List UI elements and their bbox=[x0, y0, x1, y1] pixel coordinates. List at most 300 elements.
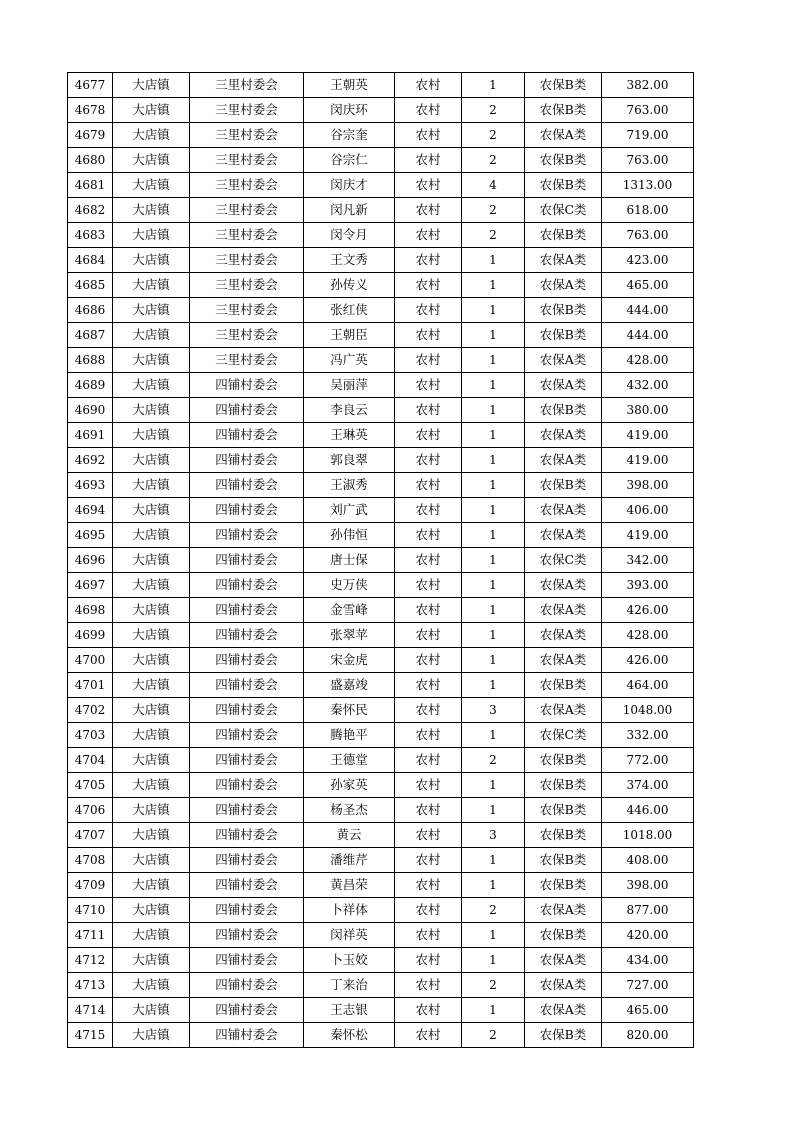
category-cell: 农保A类 bbox=[525, 623, 602, 648]
member-count-cell: 1 bbox=[462, 648, 525, 673]
town-cell: 大店镇 bbox=[113, 98, 190, 123]
town-cell: 大店镇 bbox=[113, 198, 190, 223]
town-cell: 大店镇 bbox=[113, 973, 190, 998]
village-committee-cell: 四铺村委会 bbox=[190, 498, 304, 523]
amount-cell: 428.00 bbox=[602, 348, 694, 373]
household-type-cell: 农村 bbox=[395, 898, 462, 923]
person-name-cell: 卜玉姣 bbox=[304, 948, 395, 973]
table-row bbox=[68, 348, 694, 373]
village-committee-cell: 四铺村委会 bbox=[190, 873, 304, 898]
table-row bbox=[68, 898, 694, 923]
town-cell: 大店镇 bbox=[113, 823, 190, 848]
household-type-cell: 农村 bbox=[395, 298, 462, 323]
category-cell: 农保B类 bbox=[525, 73, 602, 98]
household-type-cell: 农村 bbox=[395, 223, 462, 248]
village-committee-cell: 四铺村委会 bbox=[190, 673, 304, 698]
person-name-cell: 闵祥英 bbox=[304, 923, 395, 948]
household-type-cell: 农村 bbox=[395, 523, 462, 548]
town-cell: 大店镇 bbox=[113, 598, 190, 623]
table-row bbox=[68, 973, 694, 998]
table-row bbox=[68, 998, 694, 1023]
village-committee-cell: 四铺村委会 bbox=[190, 698, 304, 723]
person-name-cell: 史万侠 bbox=[304, 573, 395, 598]
member-count-cell: 2 bbox=[462, 748, 525, 773]
category-cell: 农保B类 bbox=[525, 798, 602, 823]
town-cell: 大店镇 bbox=[113, 148, 190, 173]
town-cell: 大店镇 bbox=[113, 373, 190, 398]
village-committee-cell: 三里村委会 bbox=[190, 98, 304, 123]
member-count-cell: 1 bbox=[462, 673, 525, 698]
table-row bbox=[68, 548, 694, 573]
table-row bbox=[68, 498, 694, 523]
household-type-cell: 农村 bbox=[395, 673, 462, 698]
category-cell: 农保A类 bbox=[525, 648, 602, 673]
amount-cell: 820.00 bbox=[602, 1023, 694, 1048]
category-cell: 农保C类 bbox=[525, 198, 602, 223]
village-committee-cell: 四铺村委会 bbox=[190, 973, 304, 998]
member-count-cell: 1 bbox=[462, 348, 525, 373]
household-type-cell: 农村 bbox=[395, 923, 462, 948]
row-number-cell: 4709 bbox=[68, 873, 113, 898]
row-number-cell: 4692 bbox=[68, 448, 113, 473]
person-name-cell: 王文秀 bbox=[304, 248, 395, 273]
village-committee-cell: 四铺村委会 bbox=[190, 773, 304, 798]
household-type-cell: 农村 bbox=[395, 748, 462, 773]
row-number-cell: 4715 bbox=[68, 1023, 113, 1048]
person-name-cell: 王朝臣 bbox=[304, 323, 395, 348]
row-number-cell: 4708 bbox=[68, 848, 113, 873]
household-type-cell: 农村 bbox=[395, 273, 462, 298]
member-count-cell: 1 bbox=[462, 448, 525, 473]
town-cell: 大店镇 bbox=[113, 748, 190, 773]
table-row bbox=[68, 173, 694, 198]
town-cell: 大店镇 bbox=[113, 623, 190, 648]
town-cell: 大店镇 bbox=[113, 73, 190, 98]
town-cell: 大店镇 bbox=[113, 173, 190, 198]
household-type-cell: 农村 bbox=[395, 148, 462, 173]
table-row bbox=[68, 98, 694, 123]
category-cell: 农保B类 bbox=[525, 673, 602, 698]
table-row bbox=[68, 723, 694, 748]
village-committee-cell: 三里村委会 bbox=[190, 298, 304, 323]
town-cell: 大店镇 bbox=[113, 948, 190, 973]
person-name-cell: 王志银 bbox=[304, 998, 395, 1023]
town-cell: 大店镇 bbox=[113, 523, 190, 548]
category-cell: 农保A类 bbox=[525, 998, 602, 1023]
person-name-cell: 宋金虎 bbox=[304, 648, 395, 673]
table-body bbox=[68, 73, 694, 1048]
member-count-cell: 1 bbox=[462, 323, 525, 348]
town-cell: 大店镇 bbox=[113, 798, 190, 823]
row-number-cell: 4696 bbox=[68, 548, 113, 573]
amount-cell: 444.00 bbox=[602, 298, 694, 323]
person-name-cell: 谷宗奎 bbox=[304, 123, 395, 148]
member-count-cell: 1 bbox=[462, 573, 525, 598]
row-number-cell: 4700 bbox=[68, 648, 113, 673]
household-type-cell: 农村 bbox=[395, 873, 462, 898]
row-number-cell: 4684 bbox=[68, 248, 113, 273]
village-committee-cell: 三里村委会 bbox=[190, 73, 304, 98]
member-count-cell: 1 bbox=[462, 423, 525, 448]
person-name-cell: 郭良翠 bbox=[304, 448, 395, 473]
row-number-cell: 4686 bbox=[68, 298, 113, 323]
person-name-cell: 闵庆环 bbox=[304, 98, 395, 123]
category-cell: 农保B类 bbox=[525, 223, 602, 248]
row-number-cell: 4693 bbox=[68, 473, 113, 498]
household-type-cell: 农村 bbox=[395, 123, 462, 148]
member-count-cell: 1 bbox=[462, 73, 525, 98]
table-row bbox=[68, 798, 694, 823]
member-count-cell: 1 bbox=[462, 773, 525, 798]
category-cell: 农保A类 bbox=[525, 123, 602, 148]
village-committee-cell: 四铺村委会 bbox=[190, 823, 304, 848]
amount-cell: 398.00 bbox=[602, 473, 694, 498]
town-cell: 大店镇 bbox=[113, 323, 190, 348]
category-cell: 农保B类 bbox=[525, 823, 602, 848]
amount-cell: 465.00 bbox=[602, 998, 694, 1023]
person-name-cell: 谷宗仁 bbox=[304, 148, 395, 173]
household-type-cell: 农村 bbox=[395, 323, 462, 348]
row-number-cell: 4694 bbox=[68, 498, 113, 523]
person-name-cell: 丁来治 bbox=[304, 973, 395, 998]
village-committee-cell: 三里村委会 bbox=[190, 198, 304, 223]
village-committee-cell: 三里村委会 bbox=[190, 173, 304, 198]
village-committee-cell: 四铺村委会 bbox=[190, 1023, 304, 1048]
household-type-cell: 农村 bbox=[395, 423, 462, 448]
person-name-cell: 刘广武 bbox=[304, 498, 395, 523]
category-cell: 农保A类 bbox=[525, 973, 602, 998]
amount-cell: 432.00 bbox=[602, 373, 694, 398]
village-committee-cell: 三里村委会 bbox=[190, 273, 304, 298]
table-row bbox=[68, 523, 694, 548]
amount-cell: 763.00 bbox=[602, 148, 694, 173]
village-committee-cell: 四铺村委会 bbox=[190, 998, 304, 1023]
town-cell: 大店镇 bbox=[113, 298, 190, 323]
town-cell: 大店镇 bbox=[113, 873, 190, 898]
table-row bbox=[68, 648, 694, 673]
table-row bbox=[68, 423, 694, 448]
household-type-cell: 农村 bbox=[395, 98, 462, 123]
table-row bbox=[68, 598, 694, 623]
amount-cell: 380.00 bbox=[602, 398, 694, 423]
amount-cell: 423.00 bbox=[602, 248, 694, 273]
household-type-cell: 农村 bbox=[395, 973, 462, 998]
village-committee-cell: 四铺村委会 bbox=[190, 373, 304, 398]
person-name-cell: 盛嘉竣 bbox=[304, 673, 395, 698]
household-type-cell: 农村 bbox=[395, 73, 462, 98]
member-count-cell: 1 bbox=[462, 798, 525, 823]
amount-cell: 719.00 bbox=[602, 123, 694, 148]
town-cell: 大店镇 bbox=[113, 848, 190, 873]
category-cell: 农保B类 bbox=[525, 298, 602, 323]
person-name-cell: 闵令月 bbox=[304, 223, 395, 248]
table-row bbox=[68, 448, 694, 473]
table-row bbox=[68, 473, 694, 498]
member-count-cell: 3 bbox=[462, 698, 525, 723]
category-cell: 农保C类 bbox=[525, 723, 602, 748]
table-row bbox=[68, 73, 694, 98]
amount-cell: 763.00 bbox=[602, 223, 694, 248]
member-count-cell: 1 bbox=[462, 548, 525, 573]
amount-cell: 382.00 bbox=[602, 73, 694, 98]
household-type-cell: 农村 bbox=[395, 573, 462, 598]
amount-cell: 428.00 bbox=[602, 623, 694, 648]
household-type-cell: 农村 bbox=[395, 1023, 462, 1048]
amount-cell: 464.00 bbox=[602, 673, 694, 698]
person-name-cell: 闵凡新 bbox=[304, 198, 395, 223]
town-cell: 大店镇 bbox=[113, 573, 190, 598]
member-count-cell: 1 bbox=[462, 948, 525, 973]
town-cell: 大店镇 bbox=[113, 723, 190, 748]
village-committee-cell: 四铺村委会 bbox=[190, 398, 304, 423]
household-type-cell: 农村 bbox=[395, 723, 462, 748]
table-row bbox=[68, 623, 694, 648]
town-cell: 大店镇 bbox=[113, 473, 190, 498]
village-committee-cell: 三里村委会 bbox=[190, 223, 304, 248]
row-number-cell: 4680 bbox=[68, 148, 113, 173]
town-cell: 大店镇 bbox=[113, 548, 190, 573]
town-cell: 大店镇 bbox=[113, 498, 190, 523]
town-cell: 大店镇 bbox=[113, 273, 190, 298]
category-cell: 农保A类 bbox=[525, 598, 602, 623]
household-type-cell: 农村 bbox=[395, 623, 462, 648]
table-row bbox=[68, 323, 694, 348]
person-name-cell: 吴丽萍 bbox=[304, 373, 395, 398]
amount-cell: 408.00 bbox=[602, 848, 694, 873]
town-cell: 大店镇 bbox=[113, 773, 190, 798]
table-row bbox=[68, 248, 694, 273]
table-row bbox=[68, 748, 694, 773]
household-type-cell: 农村 bbox=[395, 173, 462, 198]
amount-cell: 419.00 bbox=[602, 523, 694, 548]
person-name-cell: 冯广英 bbox=[304, 348, 395, 373]
household-type-cell: 农村 bbox=[395, 548, 462, 573]
category-cell: 农保B类 bbox=[525, 748, 602, 773]
household-type-cell: 农村 bbox=[395, 498, 462, 523]
village-committee-cell: 三里村委会 bbox=[190, 348, 304, 373]
person-name-cell: 孙家英 bbox=[304, 773, 395, 798]
amount-cell: 374.00 bbox=[602, 773, 694, 798]
row-number-cell: 4701 bbox=[68, 673, 113, 698]
member-count-cell: 1 bbox=[462, 998, 525, 1023]
member-count-cell: 2 bbox=[462, 148, 525, 173]
village-committee-cell: 四铺村委会 bbox=[190, 548, 304, 573]
row-number-cell: 4702 bbox=[68, 698, 113, 723]
person-name-cell: 潘维芹 bbox=[304, 848, 395, 873]
town-cell: 大店镇 bbox=[113, 123, 190, 148]
table-row bbox=[68, 148, 694, 173]
village-committee-cell: 三里村委会 bbox=[190, 148, 304, 173]
row-number-cell: 4682 bbox=[68, 198, 113, 223]
town-cell: 大店镇 bbox=[113, 223, 190, 248]
amount-cell: 426.00 bbox=[602, 648, 694, 673]
category-cell: 农保B类 bbox=[525, 473, 602, 498]
member-count-cell: 3 bbox=[462, 823, 525, 848]
amount-cell: 1018.00 bbox=[602, 823, 694, 848]
amount-cell: 393.00 bbox=[602, 573, 694, 598]
category-cell: 农保A类 bbox=[525, 423, 602, 448]
member-count-cell: 2 bbox=[462, 198, 525, 223]
row-number-cell: 4689 bbox=[68, 373, 113, 398]
town-cell: 大店镇 bbox=[113, 1023, 190, 1048]
town-cell: 大店镇 bbox=[113, 923, 190, 948]
category-cell: 农保A类 bbox=[525, 948, 602, 973]
member-count-cell: 2 bbox=[462, 223, 525, 248]
amount-cell: 772.00 bbox=[602, 748, 694, 773]
category-cell: 农保A类 bbox=[525, 698, 602, 723]
row-number-cell: 4704 bbox=[68, 748, 113, 773]
member-count-cell: 2 bbox=[462, 973, 525, 998]
person-name-cell: 王朝英 bbox=[304, 73, 395, 98]
member-count-cell: 1 bbox=[462, 523, 525, 548]
member-count-cell: 1 bbox=[462, 273, 525, 298]
table-row bbox=[68, 848, 694, 873]
category-cell: 农保B类 bbox=[525, 848, 602, 873]
table-row bbox=[68, 1023, 694, 1048]
member-count-cell: 1 bbox=[462, 623, 525, 648]
table-row bbox=[68, 298, 694, 323]
village-committee-cell: 三里村委会 bbox=[190, 123, 304, 148]
member-count-cell: 1 bbox=[462, 848, 525, 873]
household-type-cell: 农村 bbox=[395, 198, 462, 223]
person-name-cell: 张翠苹 bbox=[304, 623, 395, 648]
amount-cell: 419.00 bbox=[602, 448, 694, 473]
person-name-cell: 唐士保 bbox=[304, 548, 395, 573]
table-row bbox=[68, 673, 694, 698]
amount-cell: 763.00 bbox=[602, 98, 694, 123]
row-number-cell: 4683 bbox=[68, 223, 113, 248]
village-committee-cell: 四铺村委会 bbox=[190, 923, 304, 948]
village-committee-cell: 四铺村委会 bbox=[190, 898, 304, 923]
amount-cell: 420.00 bbox=[602, 923, 694, 948]
village-committee-cell: 四铺村委会 bbox=[190, 573, 304, 598]
amount-cell: 446.00 bbox=[602, 798, 694, 823]
member-count-cell: 1 bbox=[462, 873, 525, 898]
person-name-cell: 张红侠 bbox=[304, 298, 395, 323]
category-cell: 农保A类 bbox=[525, 523, 602, 548]
member-count-cell: 1 bbox=[462, 498, 525, 523]
amount-cell: 434.00 bbox=[602, 948, 694, 973]
table-row bbox=[68, 373, 694, 398]
household-type-cell: 农村 bbox=[395, 823, 462, 848]
town-cell: 大店镇 bbox=[113, 398, 190, 423]
amount-cell: 1313.00 bbox=[602, 173, 694, 198]
household-type-cell: 农村 bbox=[395, 698, 462, 723]
person-name-cell: 杨圣杰 bbox=[304, 798, 395, 823]
member-count-cell: 2 bbox=[462, 898, 525, 923]
person-name-cell: 金雪峰 bbox=[304, 598, 395, 623]
row-number-cell: 4685 bbox=[68, 273, 113, 298]
person-name-cell: 黄云 bbox=[304, 823, 395, 848]
household-type-cell: 农村 bbox=[395, 448, 462, 473]
table-row bbox=[68, 273, 694, 298]
town-cell: 大店镇 bbox=[113, 673, 190, 698]
person-name-cell: 腾艳平 bbox=[304, 723, 395, 748]
person-name-cell: 秦怀民 bbox=[304, 698, 395, 723]
row-number-cell: 4681 bbox=[68, 173, 113, 198]
category-cell: 农保A类 bbox=[525, 248, 602, 273]
household-type-cell: 农村 bbox=[395, 398, 462, 423]
village-committee-cell: 四铺村委会 bbox=[190, 623, 304, 648]
member-count-cell: 2 bbox=[462, 1023, 525, 1048]
category-cell: 农保A类 bbox=[525, 498, 602, 523]
amount-cell: 1048.00 bbox=[602, 698, 694, 723]
row-number-cell: 4712 bbox=[68, 948, 113, 973]
row-number-cell: 4707 bbox=[68, 823, 113, 848]
town-cell: 大店镇 bbox=[113, 423, 190, 448]
row-number-cell: 4705 bbox=[68, 773, 113, 798]
village-committee-cell: 四铺村委会 bbox=[190, 598, 304, 623]
village-committee-cell: 四铺村委会 bbox=[190, 448, 304, 473]
person-name-cell: 闵庆才 bbox=[304, 173, 395, 198]
member-count-cell: 1 bbox=[462, 923, 525, 948]
amount-cell: 444.00 bbox=[602, 323, 694, 348]
household-type-cell: 农村 bbox=[395, 798, 462, 823]
town-cell: 大店镇 bbox=[113, 348, 190, 373]
amount-cell: 419.00 bbox=[602, 423, 694, 448]
village-committee-cell: 四铺村委会 bbox=[190, 748, 304, 773]
member-count-cell: 1 bbox=[462, 598, 525, 623]
table-row bbox=[68, 923, 694, 948]
row-number-cell: 4695 bbox=[68, 523, 113, 548]
amount-cell: 332.00 bbox=[602, 723, 694, 748]
table-row bbox=[68, 223, 694, 248]
amount-cell: 727.00 bbox=[602, 973, 694, 998]
category-cell: 农保B类 bbox=[525, 773, 602, 798]
village-committee-cell: 四铺村委会 bbox=[190, 423, 304, 448]
row-number-cell: 4714 bbox=[68, 998, 113, 1023]
row-number-cell: 4699 bbox=[68, 623, 113, 648]
row-number-cell: 4678 bbox=[68, 98, 113, 123]
member-count-cell: 1 bbox=[462, 373, 525, 398]
table-row bbox=[68, 823, 694, 848]
amount-cell: 465.00 bbox=[602, 273, 694, 298]
member-count-cell: 4 bbox=[462, 173, 525, 198]
household-type-cell: 农村 bbox=[395, 248, 462, 273]
table-row bbox=[68, 573, 694, 598]
member-count-cell: 1 bbox=[462, 473, 525, 498]
category-cell: 农保B类 bbox=[525, 323, 602, 348]
row-number-cell: 4697 bbox=[68, 573, 113, 598]
category-cell: 农保C类 bbox=[525, 548, 602, 573]
category-cell: 农保B类 bbox=[525, 873, 602, 898]
row-number-cell: 4710 bbox=[68, 898, 113, 923]
household-type-cell: 农村 bbox=[395, 373, 462, 398]
village-committee-cell: 四铺村委会 bbox=[190, 723, 304, 748]
table-row bbox=[68, 873, 694, 898]
town-cell: 大店镇 bbox=[113, 248, 190, 273]
member-count-cell: 1 bbox=[462, 723, 525, 748]
village-committee-cell: 四铺村委会 bbox=[190, 473, 304, 498]
row-number-cell: 4687 bbox=[68, 323, 113, 348]
household-type-cell: 农村 bbox=[395, 598, 462, 623]
village-committee-cell: 四铺村委会 bbox=[190, 523, 304, 548]
person-name-cell: 秦怀松 bbox=[304, 1023, 395, 1048]
person-name-cell: 孙传义 bbox=[304, 273, 395, 298]
row-number-cell: 4677 bbox=[68, 73, 113, 98]
person-name-cell: 王淑秀 bbox=[304, 473, 395, 498]
member-count-cell: 2 bbox=[462, 98, 525, 123]
person-name-cell: 王琳英 bbox=[304, 423, 395, 448]
table-row bbox=[68, 773, 694, 798]
household-type-cell: 农村 bbox=[395, 848, 462, 873]
category-cell: 农保A类 bbox=[525, 348, 602, 373]
town-cell: 大店镇 bbox=[113, 648, 190, 673]
row-number-cell: 4713 bbox=[68, 973, 113, 998]
category-cell: 农保A类 bbox=[525, 898, 602, 923]
amount-cell: 426.00 bbox=[602, 598, 694, 623]
village-committee-cell: 四铺村委会 bbox=[190, 948, 304, 973]
